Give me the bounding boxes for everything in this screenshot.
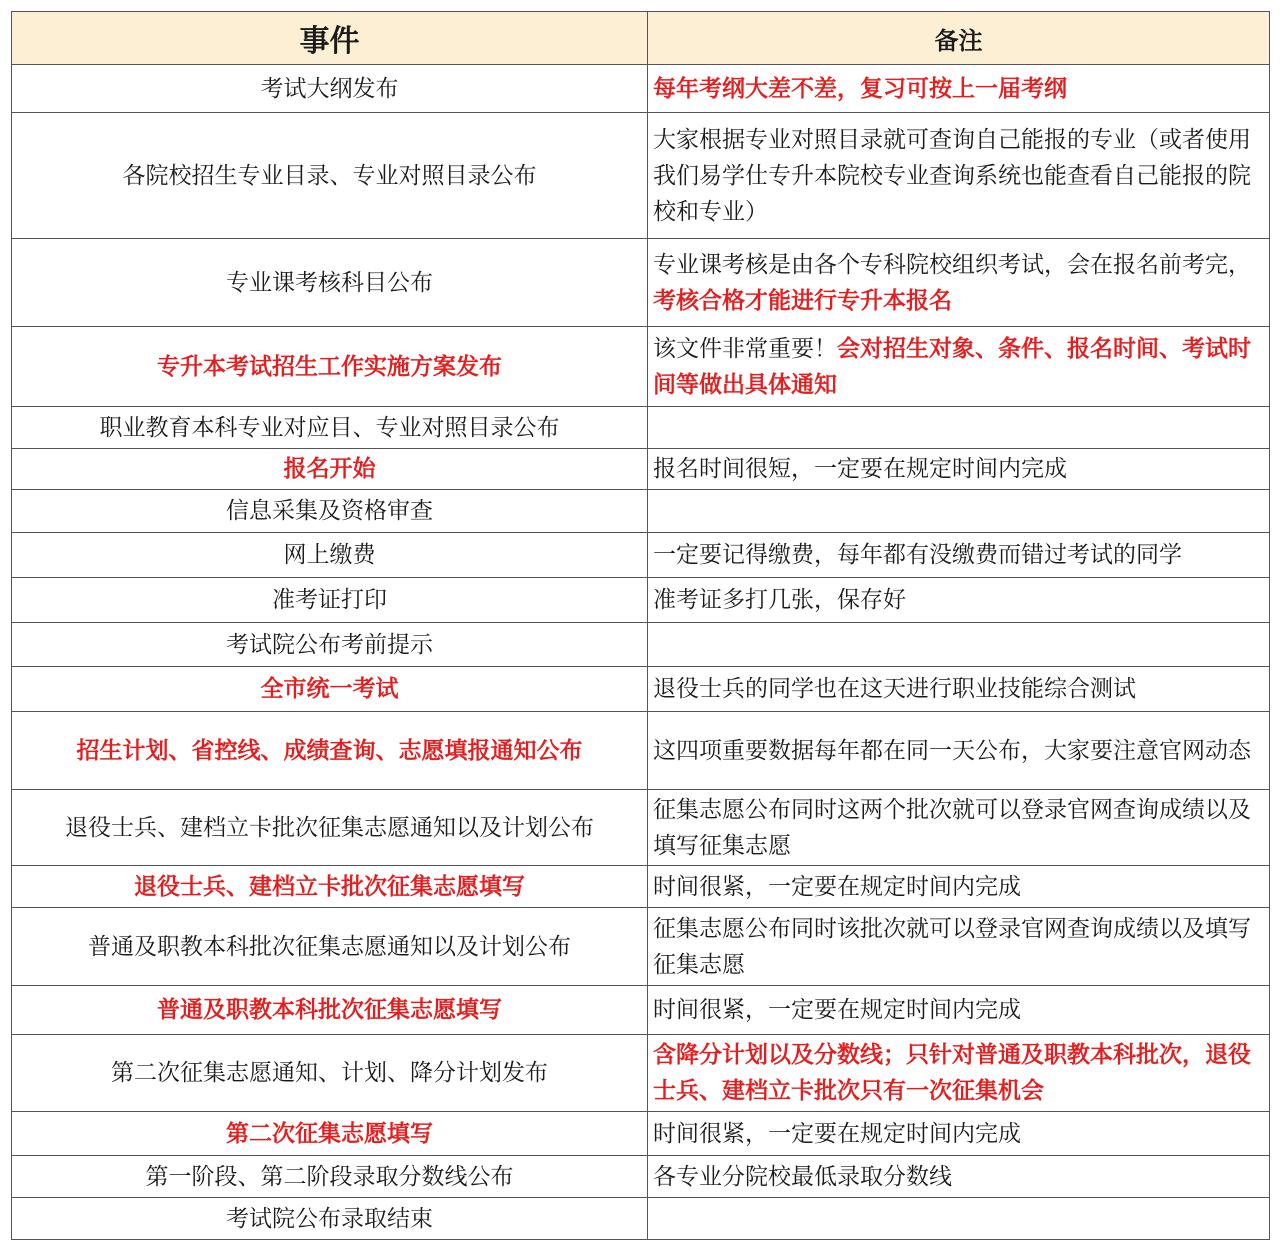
table-row [12,578,1270,623]
note-text: 该文件非常重要！ [653,335,837,362]
note-cell [648,908,1270,986]
note-highlight: 含降分计划以及分数线；只针对普通及职教本科批次，退役士兵、建档立卡批次只有一次征集机会 [653,1042,1251,1104]
note-text: 报名时间很短，一定要在规定时间内完成 [653,456,1067,482]
event-cell: 普通及职教本科批次征集志愿填写 [12,986,648,1035]
schedule-table-wrapper [11,11,1269,1240]
note-cell [648,239,1270,327]
table-row [12,790,1270,866]
event-cell: 考试大纲发布 [12,65,648,113]
table-row [12,986,1270,1035]
table-row [12,327,1270,407]
note-highlight: 每年考纲大差不差，复习可按上一届考纲 [653,75,1067,102]
note-cell [648,667,1270,712]
note-highlight: 会对招生对象、条件、报名时间、考试时间等做出具体通知 [653,335,1251,398]
table-row [12,1156,1270,1198]
note-text: 征集志愿公布同时该批次就可以登录官网查询成绩以及填写征集志愿 [653,915,1251,978]
event-cell: 信息采集及资格审查 [12,490,648,533]
note-cell [648,1198,1270,1240]
event-cell: 网上缴费 [12,533,648,578]
note-highlight: 考核合格才能进行专升本报名 [653,287,952,314]
note-cell [648,533,1270,578]
note-cell [648,407,1270,449]
table-row [12,712,1270,790]
note-cell [648,578,1270,623]
note-cell [648,623,1270,667]
table-row [12,866,1270,908]
note-text: 大家根据专业对照目录就可查询自己能报的专业（或者使用我们易学仕专升本院校专业查询系统也能查看自己能报的院校和专业） [653,126,1251,225]
note-cell [648,712,1270,790]
event-cell: 专升本考试招生工作实施方案发布 [12,327,648,407]
table-row [12,1198,1270,1240]
note-text: 征集志愿公布同时这两个批次就可以登录官网查询成绩以及填写征集志愿 [653,796,1251,859]
note-text: 时间很紧，一定要在规定时间内完成 [653,873,1021,900]
table-header-row [12,12,1270,65]
note-cell [648,1035,1270,1112]
note-cell [648,327,1270,407]
note-cell [648,113,1270,239]
event-cell: 退役士兵、建档立卡批次征集志愿填写 [12,866,648,908]
table-row [12,407,1270,449]
note-text: 退役士兵的同学也在这天进行职业技能综合测试 [653,676,1136,702]
note-cell [648,449,1270,490]
note-text: 准考证多打几张，保存好 [653,587,906,613]
note-cell [648,986,1270,1035]
table-row [12,1035,1270,1112]
event-cell: 招生计划、省控线、成绩查询、志愿填报通知公布 [12,712,648,790]
note-text: 这四项重要数据每年都在同一天公布，大家要注意官网动态 [653,737,1251,764]
table-row [12,533,1270,578]
event-cell: 普通及职教本科批次征集志愿通知以及计划公布 [12,908,648,986]
event-cell: 第一阶段、第二阶段录取分数线公布 [12,1156,648,1198]
event-cell: 各院校招生专业目录、专业对照目录公布 [12,113,648,239]
table-row [12,239,1270,327]
table-body [12,65,1270,1240]
note-cell [648,1112,1270,1156]
note-cell [648,65,1270,113]
event-cell: 考试院公布录取结束 [12,1198,648,1240]
schedule-table [11,11,1270,1240]
note-cell [648,866,1270,908]
note-text: 各专业分院校最低录取分数线 [653,1163,952,1190]
table-row [12,490,1270,533]
table-row [12,65,1270,113]
note-cell [648,790,1270,866]
event-cell: 第二次征集志愿通知、计划、降分计划发布 [12,1035,648,1112]
note-text: 一定要记得缴费，每年都有没缴费而错过考试的同学 [653,542,1182,568]
event-cell: 考试院公布考前提示 [12,623,648,667]
table-row [12,908,1270,986]
note-text: 专业课考核是由各个专科院校组织考试，会在报名前考完， [653,251,1251,278]
event-cell: 退役士兵、建档立卡批次征集志愿通知以及计划公布 [12,790,648,866]
note-cell [648,1156,1270,1198]
table-row [12,113,1270,239]
table-row [12,623,1270,667]
note-text: 时间很紧，一定要在规定时间内完成 [653,997,1021,1023]
note-cell [648,490,1270,533]
table-row [12,1112,1270,1156]
event-cell: 第二次征集志愿填写 [12,1112,648,1156]
table-row [12,667,1270,712]
column-header-note: 备注 [648,12,1270,65]
column-header-event: 事件 [12,12,648,65]
table-row [12,449,1270,490]
event-cell: 报名开始 [12,449,648,490]
event-cell: 专业课考核科目公布 [12,239,648,327]
event-cell: 准考证打印 [12,578,648,623]
event-cell: 全市统一考试 [12,667,648,712]
event-cell: 职业教育本科专业对应目、专业对照目录公布 [12,407,648,449]
note-text: 时间很紧，一定要在规定时间内完成 [653,1120,1021,1147]
